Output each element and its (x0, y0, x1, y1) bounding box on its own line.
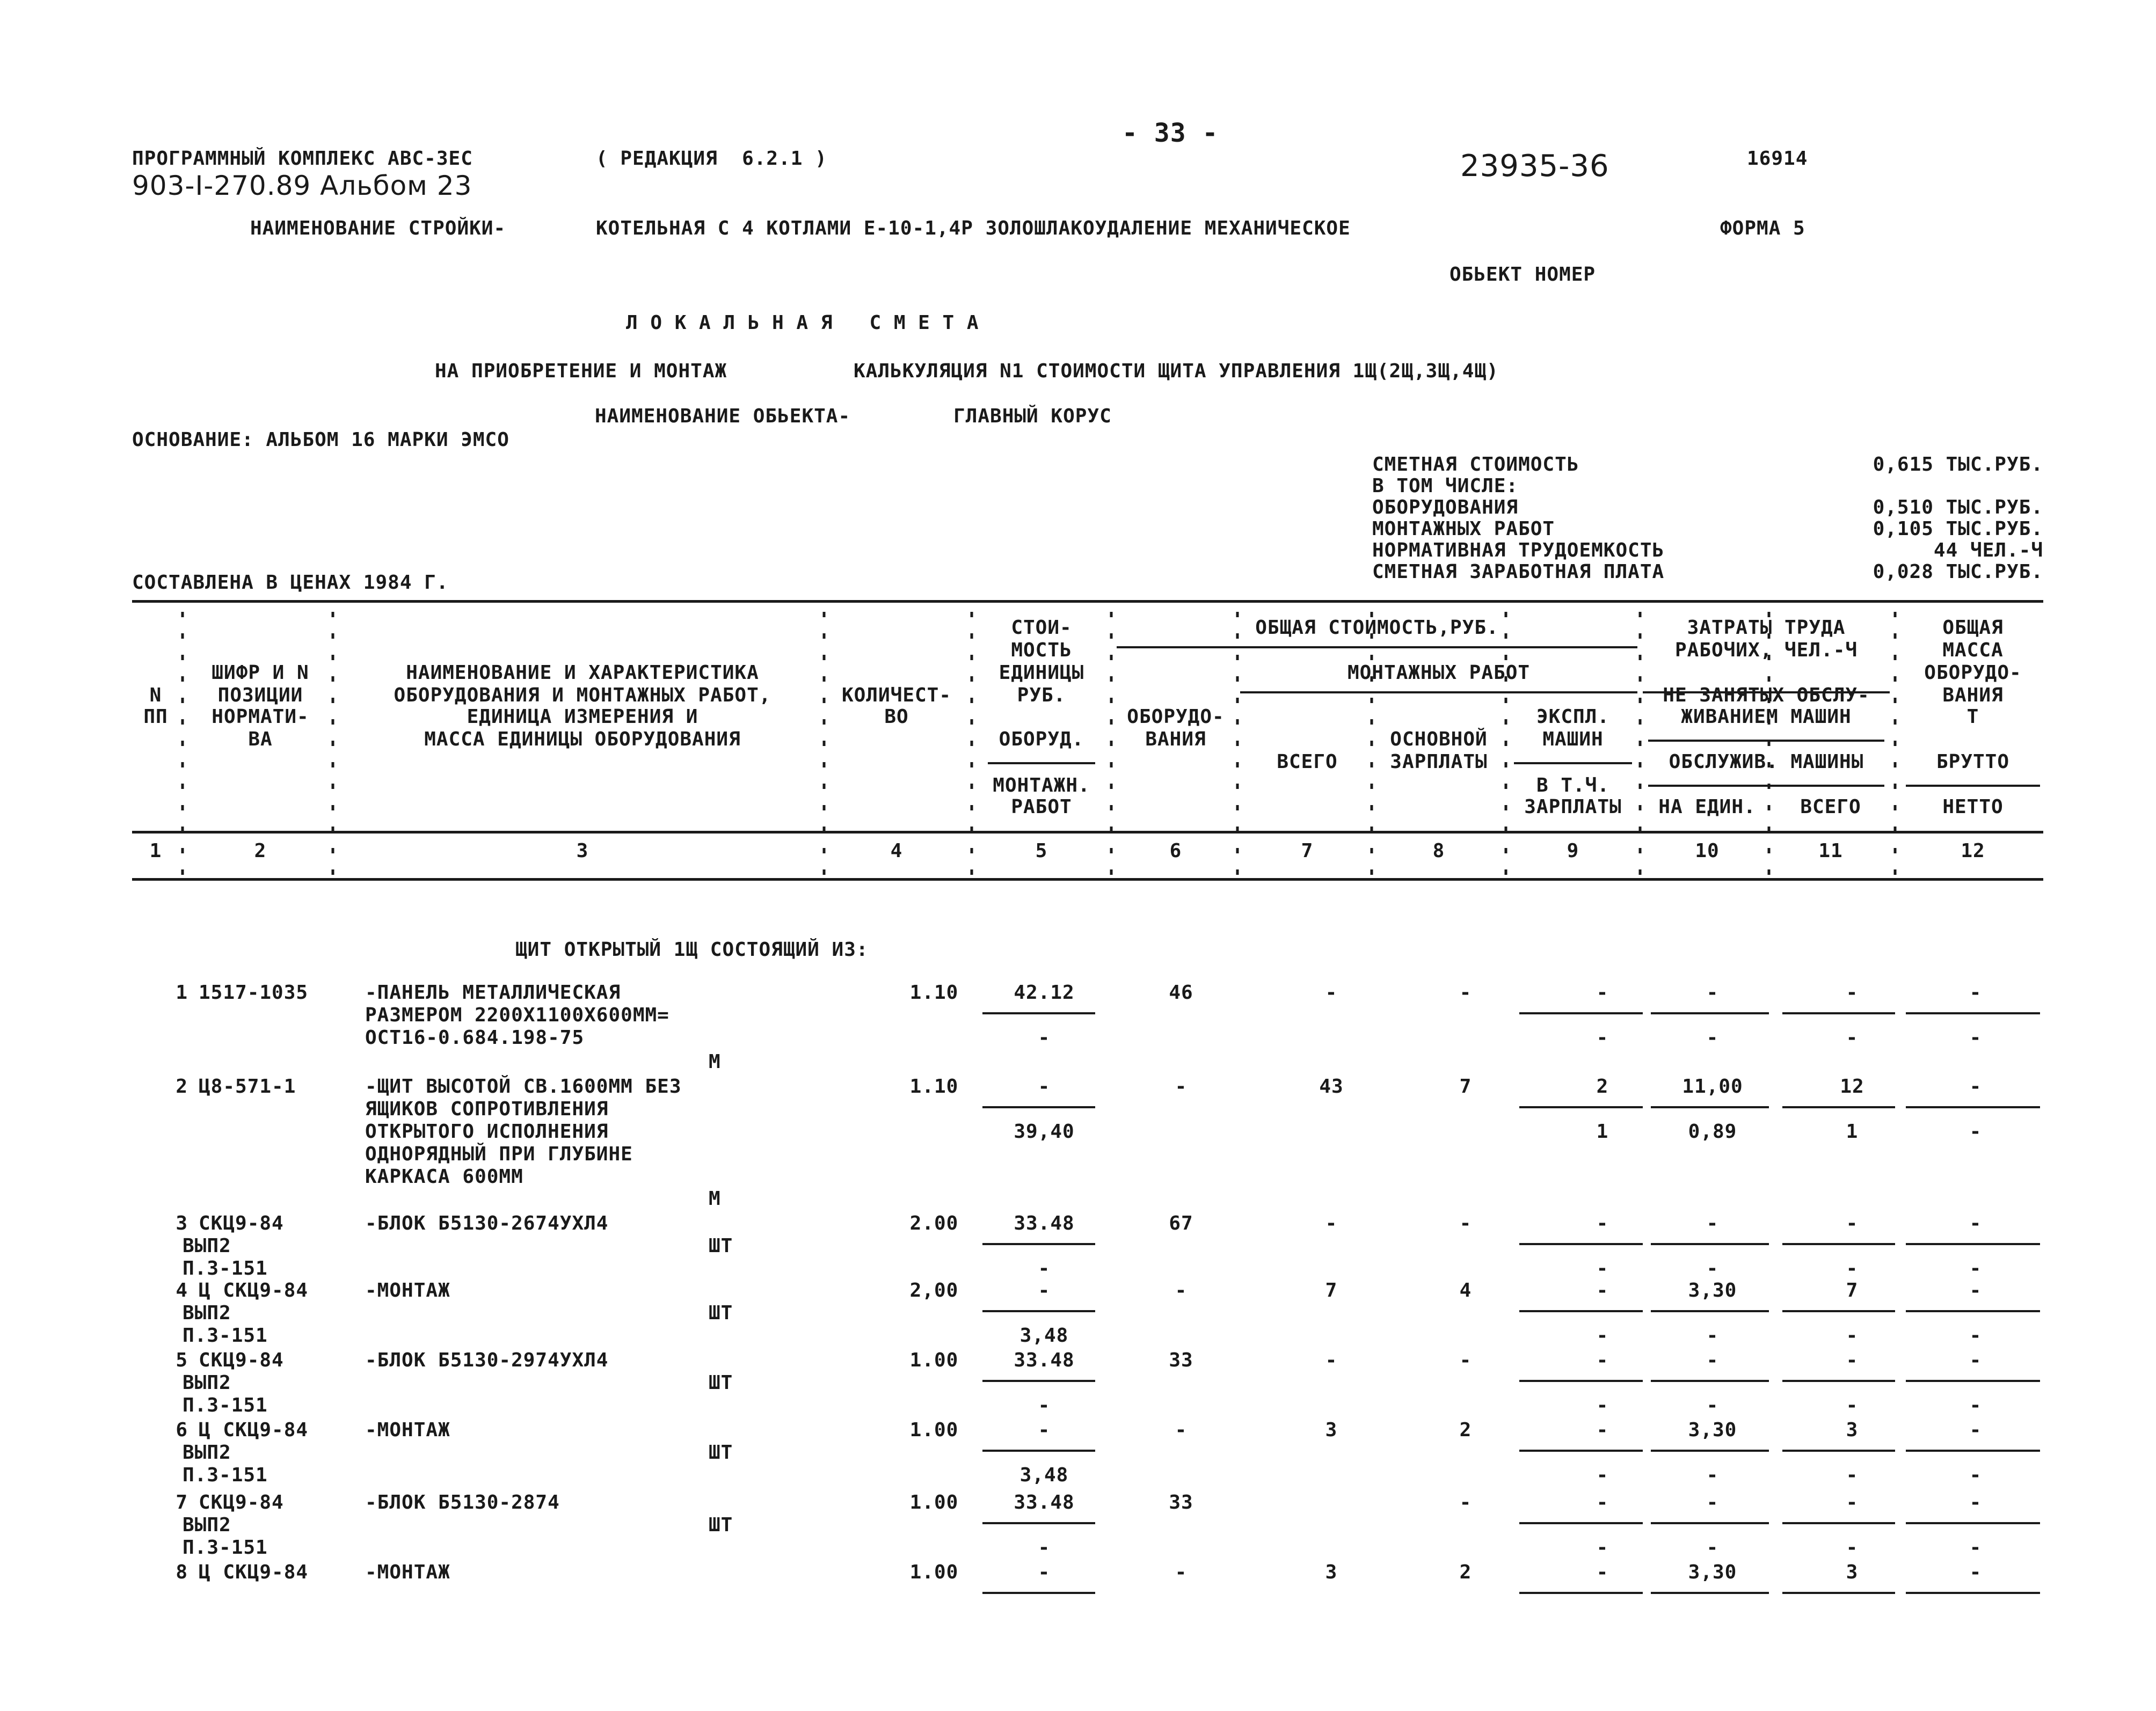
col-mass-header: ОБЩАЯ (1942, 617, 2004, 639)
col-number: 8 (1432, 840, 1445, 862)
row-unit: ШТ (709, 1235, 733, 1257)
row-unit-equipment: - (1038, 1279, 1051, 1301)
subtitle-right: КАЛЬКУЛЯЦИЯ N1 СТОИМОСТИ ЩИТА УПРАВЛЕНИЯ 1Щ(2Щ,3Щ,4Щ) (854, 360, 1499, 382)
row-unit-installation: - (1038, 1394, 1051, 1416)
row-installation-total: 43 (1319, 1076, 1344, 1098)
value-divider (982, 1380, 1095, 1382)
row-mass-net: - (1969, 1027, 1982, 1049)
row-code-extra: ВЫП2 (183, 1302, 231, 1324)
row-mass-gross: - (1969, 1349, 1982, 1371)
row-equipment-total: 46 (1169, 982, 1193, 1004)
col-labor-unit-header: НА ЕДИН. (1658, 796, 1756, 818)
row-equipment-total: 33 (1169, 1491, 1193, 1513)
row-unit-equipment: 33.48 (1014, 1212, 1075, 1234)
row-mass-gross: - (1969, 982, 1982, 1004)
row-installation-total: 3 (1325, 1419, 1338, 1441)
labor-group-header: ЗАТРАТЫ ТРУДА (1687, 617, 1846, 639)
row-unit: М (709, 1188, 721, 1210)
row-labor-unit: 3,30 (1688, 1419, 1737, 1441)
col-name-header: МАССА ЕДИНИЦЫ ОБОРУДОВАНИЯ (424, 728, 741, 750)
row-unit: ШТ (709, 1372, 733, 1394)
row-labor-total: 12 (1840, 1076, 1864, 1098)
row-code: Ц СКЦ9-84 (199, 1419, 309, 1441)
col-code-header: ПОЗИЦИИ (217, 684, 303, 706)
labor-sub-header: ЖИВАНИЕМ МАШИН (1681, 706, 1852, 728)
row-labor-total-machines: - (1846, 1257, 1859, 1279)
value-divider (1519, 1012, 1643, 1014)
row-base-wage: 2 (1459, 1561, 1472, 1583)
value-divider (982, 1243, 1095, 1245)
col-n-header: ПП (143, 706, 168, 728)
value-divider (1519, 1310, 1643, 1312)
row-labor-unit-machines: - (1706, 1027, 1719, 1049)
row-code-extra: П.3-151 (183, 1394, 268, 1416)
row-base-wage: - (1459, 1491, 1472, 1513)
col-qty-header: ВО (884, 706, 909, 728)
col-number: 10 (1695, 840, 1720, 862)
col-n-header: N (149, 684, 162, 706)
col-base-wage-header: ОСНОВНОЙ (1390, 728, 1488, 750)
summary-label: В ТОМ ЧИСЛЕ: (1372, 475, 1519, 497)
labor-group-header: РАБОЧИХ, ЧЕЛ.-Ч (1674, 639, 1858, 661)
col-code-header: НОРМАТИ- (212, 706, 309, 728)
value-divider (1651, 1380, 1769, 1382)
construction-label: НАИМЕНОВАНИЕ СТРОЙКИ- (250, 217, 506, 239)
row-equipment-total: 67 (1169, 1212, 1193, 1234)
row-mass-net: - (1969, 1257, 1982, 1279)
row-machines: - (1596, 1419, 1609, 1441)
row-labor-total: - (1846, 1212, 1859, 1234)
row-equipment-total: - (1175, 1279, 1188, 1301)
row-mass-net: - (1969, 1537, 1982, 1559)
col-number: 4 (890, 840, 903, 862)
value-divider (1906, 1012, 2040, 1014)
row-unit-equipment: - (1038, 1561, 1051, 1583)
row-labor-total-machines: - (1846, 1537, 1859, 1559)
row-machines-wage: - (1596, 1257, 1609, 1279)
construction-name: КОТЕЛЬНАЯ С 4 КОТЛАМИ Е-10-1,4Р ЗОЛОШЛАКОУДАЛЕНИЕ МЕХАНИЧЕСКОЕ (596, 217, 1351, 239)
row-labor-unit: - (1706, 982, 1719, 1004)
value-divider (1519, 1106, 1643, 1108)
col-number: 7 (1301, 840, 1314, 862)
value-divider (982, 1106, 1095, 1108)
summary-label: ОБОРУДОВАНИЯ (1372, 496, 1519, 518)
col-total-header: ВСЕГО (1277, 751, 1338, 773)
col-unit-cost-header: ОБОРУД. (999, 728, 1084, 750)
row-description: -БЛОК Б5130-2974УХЛ4 (365, 1349, 609, 1371)
row-installation-total: 3 (1325, 1561, 1338, 1583)
row-quantity: 2.00 (909, 1212, 959, 1234)
col-number: 1 (149, 840, 162, 862)
program-name: ПРОГРАММНЫЙ КОМПЛЕКС АВС-3ЕС (132, 148, 473, 170)
row-description: РАЗМЕРОМ 2200Х1100Х600ММ= (365, 1004, 669, 1026)
row-labor-total: - (1846, 1349, 1859, 1371)
col-number: 6 (1169, 840, 1182, 862)
row-labor-total-machines: 1 (1846, 1121, 1859, 1143)
value-divider (1906, 1592, 2040, 1594)
row-labor-total-machines: - (1846, 1394, 1859, 1416)
row-machines: - (1596, 1279, 1609, 1301)
row-machines: - (1596, 1212, 1609, 1234)
object-label: НАИМЕНОВАНИЕ ОБЬЕКТА- (595, 405, 851, 427)
col-mass-header: НЕТТО (1942, 796, 2004, 818)
total-cost-group-header: ОБЩАЯ СТОИМОСТЬ,РУБ. (1255, 617, 1499, 639)
row-mass-gross: - (1969, 1279, 1982, 1301)
value-divider (982, 1450, 1095, 1452)
row-equipment-total: 33 (1169, 1349, 1193, 1371)
value-divider (1906, 1450, 2040, 1452)
summary-label: СМЕТНАЯ СТОИМОСТЬ (1372, 454, 1579, 476)
handwritten-code: 23935-36 (1460, 149, 1609, 184)
row-unit-equipment: 42.12 (1014, 982, 1075, 1004)
row-installation-total: - (1325, 1212, 1338, 1234)
row-code-extra: ВЫП2 (183, 1442, 231, 1464)
row-equipment-total: - (1175, 1419, 1188, 1441)
row-machines: - (1596, 982, 1609, 1004)
row-mass-gross: - (1969, 1076, 1982, 1098)
col-name-header: ЕДИНИЦА ИЗМЕРЕНИЯ И (467, 706, 698, 728)
row-labor-total-machines: - (1846, 1325, 1859, 1347)
row-number: 7 (176, 1491, 188, 1513)
row-base-wage: 4 (1459, 1279, 1472, 1301)
col-number: 3 (576, 840, 589, 862)
col-mass-header: БРУТТО (1936, 751, 2010, 773)
col-mass-header: ОБОРУДО- (1924, 662, 2022, 684)
col-qty-header: КОЛИЧЕСТ- (841, 684, 952, 706)
col-unit-cost-header: МОСТЬ (1011, 639, 1072, 661)
row-number: 5 (176, 1349, 188, 1371)
row-description: -БЛОК Б5130-2874 (365, 1491, 560, 1513)
row-labor-unit: 3,30 (1688, 1561, 1737, 1583)
row-labor-total: 7 (1846, 1279, 1859, 1301)
row-description: -МОНТАЖ (365, 1561, 450, 1583)
row-mass-net: - (1969, 1325, 1982, 1347)
row-labor-total: - (1846, 982, 1859, 1004)
row-labor-total: 3 (1846, 1419, 1859, 1441)
value-divider (1519, 1450, 1643, 1452)
col-unit-cost-header: ЕДИНИЦЫ (999, 662, 1084, 684)
row-labor-total-machines: - (1846, 1027, 1859, 1049)
row-installation-total: 7 (1325, 1279, 1338, 1301)
row-code-extra: ВЫП2 (183, 1235, 231, 1257)
row-machines: - (1596, 1349, 1609, 1371)
doc-number: 16914 (1747, 148, 1808, 170)
col-number: 9 (1567, 840, 1579, 862)
row-code-extra: П.3-151 (183, 1537, 268, 1559)
row-unit-installation: - (1038, 1027, 1051, 1049)
value-divider (1782, 1243, 1895, 1245)
row-number: 3 (176, 1212, 188, 1234)
summary-label: МОНТАЖНЫХ РАБОТ (1372, 518, 1555, 540)
col-code-header: ВА (248, 728, 273, 750)
value-divider (1906, 1380, 2040, 1382)
compiled-prices: СОСТАВЛЕНА В ЦЕНАХ 1984 Г. (132, 572, 449, 594)
row-unit: ШТ (709, 1302, 733, 1324)
row-base-wage: - (1459, 1212, 1472, 1234)
col-mass-header: ВАНИЯ (1942, 684, 2004, 706)
col-mass-header: МАССА (1942, 639, 2004, 661)
row-description: -ПАНЕЛЬ МЕТАЛЛИЧЕСКАЯ (365, 982, 621, 1004)
row-mass-net: - (1969, 1464, 1982, 1486)
col-unit-cost-header: СТОИ- (1011, 617, 1072, 639)
row-unit-equipment: - (1038, 1076, 1051, 1098)
row-base-wage: 7 (1459, 1076, 1472, 1098)
row-description: ЯЩИКОВ СОПРОТИВЛЕНИЯ (365, 1098, 609, 1120)
col-number: 11 (1818, 840, 1843, 862)
col-unit-cost-header: РАБОТ (1011, 796, 1072, 818)
row-code: СКЦ9-84 (199, 1491, 284, 1513)
summary-value: 0,615 ТЫС.РУБ. (1873, 454, 2043, 476)
value-divider (982, 1310, 1095, 1312)
row-labor-unit-machines: - (1706, 1257, 1719, 1279)
row-unit: ШТ (709, 1514, 733, 1536)
value-divider (982, 1592, 1095, 1594)
row-unit: ШТ (709, 1442, 733, 1464)
row-mass-gross: - (1969, 1491, 1982, 1513)
row-machines-wage: - (1596, 1537, 1609, 1559)
row-labor-unit: 11,00 (1682, 1076, 1743, 1098)
revision: ( РЕДАКЦИЯ 6.2.1 ) (596, 148, 827, 170)
col-base-wage-header: ЗАРПЛАТЫ (1390, 751, 1488, 773)
labor-sub-header: ОБСЛУЖИВ. МАШИНЫ (1669, 751, 1864, 773)
row-code: Ц СКЦ9-84 (199, 1279, 309, 1301)
row-labor-unit-machines: 0,89 (1688, 1121, 1737, 1143)
row-machines-wage: - (1596, 1027, 1609, 1049)
col-machines-header: ЗАРПЛАТЫ (1524, 796, 1622, 818)
row-machines-wage: - (1596, 1464, 1609, 1486)
col-unit-cost-header: РУБ. (1017, 684, 1066, 706)
row-code-extra: ВЫП2 (183, 1514, 231, 1536)
value-divider (1782, 1522, 1895, 1524)
col-equip-header: ВАНИЯ (1145, 728, 1206, 750)
object-name: ГЛАВНЫЙ КОРУС (953, 405, 1112, 427)
col-mass-header: Т (1966, 706, 1979, 728)
row-unit-installation: 3,48 (1019, 1325, 1069, 1347)
row-quantity: 1.00 (909, 1419, 959, 1441)
summary-value: 44 ЧЕЛ.-Ч (1933, 539, 2043, 561)
summary-value: 0,510 ТЫС.РУБ. (1873, 496, 2043, 518)
row-labor-unit: - (1706, 1491, 1719, 1513)
row-unit-equipment: 33.48 (1014, 1349, 1075, 1371)
col-labor-total-header: ВСЕГО (1800, 796, 1861, 818)
row-description: КАРКАСА 600ММ (365, 1166, 523, 1188)
row-description: -БЛОК Б5130-2674УХЛ4 (365, 1212, 609, 1234)
row-number: 6 (176, 1419, 188, 1441)
row-code: Ц СКЦ9-84 (199, 1561, 309, 1583)
col-machines-header: В Т.Ч. (1536, 774, 1610, 796)
col-machines-header: ЭКСПЛ. (1536, 706, 1610, 728)
row-description: ОТКРЫТОГО ИСПОЛНЕНИЯ (365, 1121, 609, 1143)
row-base-wage: - (1459, 1349, 1472, 1371)
row-unit-installation: 3,48 (1019, 1464, 1069, 1486)
value-divider (1782, 1106, 1895, 1108)
row-code: Ц8-571-1 (199, 1076, 296, 1098)
value-divider (982, 1012, 1095, 1014)
row-code: СКЦ9-84 (199, 1349, 284, 1371)
row-machines-wage: - (1596, 1394, 1609, 1416)
row-mass-gross: - (1969, 1212, 1982, 1234)
value-divider (1519, 1243, 1643, 1245)
row-number: 4 (176, 1279, 188, 1301)
col-code-header: ШИФР И N (212, 662, 309, 684)
row-code-extra: П.3-151 (183, 1257, 268, 1279)
row-installation-total: - (1325, 982, 1338, 1004)
row-unit-equipment: 33.48 (1014, 1491, 1075, 1513)
col-number: 5 (1035, 840, 1048, 862)
row-labor-unit-machines: - (1706, 1537, 1719, 1559)
row-code-extra: П.3-151 (183, 1325, 268, 1347)
row-labor-total-machines: - (1846, 1464, 1859, 1486)
object-number: ОБЬЕКТ НОМЕР (1450, 264, 1596, 286)
row-labor-total: - (1846, 1491, 1859, 1513)
col-number: 12 (1961, 840, 1985, 862)
document-title: Л О К А Л Ь Н А Я С М Е Т А (626, 312, 979, 334)
value-divider (1519, 1522, 1643, 1524)
row-number: 1 (176, 982, 188, 1004)
col-unit-cost-header: МОНТАЖН. (993, 774, 1090, 796)
row-labor-unit: 3,30 (1688, 1279, 1737, 1301)
row-labor-unit: - (1706, 1212, 1719, 1234)
value-divider (1782, 1012, 1895, 1014)
row-quantity: 2,00 (909, 1279, 959, 1301)
row-unit: М (709, 1051, 721, 1073)
row-code: СКЦ9-84 (199, 1212, 284, 1234)
row-unit-installation: 39,40 (1014, 1121, 1075, 1143)
value-divider (1906, 1310, 2040, 1312)
row-unit-installation: - (1038, 1257, 1051, 1279)
mont-group-header: МОНТАЖНЫХ РАБОТ (1347, 662, 1531, 684)
row-unit-equipment: - (1038, 1419, 1051, 1441)
row-code-extra: ВЫП2 (183, 1372, 231, 1394)
summary-label: СМЕТНАЯ ЗАРАБОТНАЯ ПЛАТА (1372, 561, 1665, 583)
row-machines-wage: - (1596, 1325, 1609, 1347)
labor-sub-header: НЕ ЗАНЯТЫХ ОБСЛУ- (1663, 684, 1870, 706)
row-quantity: 1.10 (909, 982, 959, 1004)
row-code-extra: П.3-151 (183, 1464, 268, 1486)
value-divider (1906, 1243, 2040, 1245)
col-name-header: ОБОРУДОВАНИЯ И МОНТАЖНЫХ РАБОТ, (394, 684, 771, 706)
row-mass-gross: - (1969, 1419, 1982, 1441)
col-machines-header: МАШИН (1542, 728, 1604, 750)
row-labor-total: 3 (1846, 1561, 1859, 1583)
value-divider (1519, 1380, 1643, 1382)
col-number: 2 (254, 840, 267, 862)
col-name-header: НАИМЕНОВАНИЕ И ХАРАКТЕРИСТИКА (406, 662, 759, 684)
row-machines-wage: 1 (1596, 1121, 1609, 1143)
row-mass-gross: - (1969, 1561, 1982, 1583)
row-equipment-total: - (1175, 1561, 1188, 1583)
album-reference: 903-I-270.89 Альбом 23 (132, 170, 472, 201)
value-divider (1906, 1106, 2040, 1108)
value-divider (1651, 1592, 1769, 1594)
row-unit-installation: - (1038, 1537, 1051, 1559)
value-divider (1782, 1450, 1895, 1452)
row-mass-net: - (1969, 1394, 1982, 1416)
col-equip-header: ОБОРУДО- (1127, 706, 1225, 728)
row-installation-total: - (1325, 1349, 1338, 1371)
value-divider (1651, 1310, 1769, 1312)
row-equipment-total: - (1175, 1076, 1188, 1098)
row-quantity: 1.00 (909, 1491, 959, 1513)
value-divider (1651, 1243, 1769, 1245)
value-divider (1519, 1592, 1643, 1594)
row-description: -МОНТАЖ (365, 1279, 450, 1301)
page-number: - 33 - (1122, 118, 1219, 148)
row-labor-unit: - (1706, 1349, 1719, 1371)
row-description: ОДНОРЯДНЫЙ ПРИ ГЛУБИНЕ (365, 1143, 633, 1165)
row-machines: - (1596, 1491, 1609, 1513)
subtitle-left: НА ПРИОБРЕТЕНИЕ И МОНТАЖ (435, 360, 727, 382)
section-title: ЩИТ ОТКРЫТЫЙ 1Щ СОСТОЯЩИЙ ИЗ: (515, 939, 869, 961)
summary-value: 0,105 ТЫС.РУБ. (1873, 518, 2043, 540)
value-divider (1782, 1380, 1895, 1382)
row-mass-net: - (1969, 1121, 1982, 1143)
value-divider (1782, 1592, 1895, 1594)
row-machines: - (1596, 1561, 1609, 1583)
row-quantity: 1.10 (909, 1076, 959, 1098)
row-quantity: 1.00 (909, 1349, 959, 1371)
value-divider (1782, 1310, 1895, 1312)
value-divider (982, 1522, 1095, 1524)
summary-label: НОРМАТИВНАЯ ТРУДОЕМКОСТЬ (1372, 539, 1665, 561)
value-divider (1906, 1522, 2040, 1524)
row-number: 8 (176, 1561, 188, 1583)
value-divider (1651, 1522, 1769, 1524)
row-base-wage: 2 (1459, 1419, 1472, 1441)
row-code: 1517-1035 (199, 982, 309, 1004)
row-base-wage: - (1459, 982, 1472, 1004)
row-labor-unit-machines: - (1706, 1394, 1719, 1416)
row-description: -ЩИТ ВЫСОТОЙ СВ.1600ММ БЕЗ (365, 1076, 682, 1098)
row-description: ОСТ16-0.684.198-75 (365, 1027, 585, 1049)
basis: ОСНОВАНИЕ: АЛЬБОМ 16 МАРКИ ЭМСО (132, 429, 509, 451)
row-quantity: 1.00 (909, 1561, 959, 1583)
form-number: ФОРМА 5 (1720, 217, 1805, 239)
row-number: 2 (176, 1076, 188, 1098)
value-divider (1651, 1012, 1769, 1014)
row-labor-unit-machines: - (1706, 1464, 1719, 1486)
value-divider (1651, 1106, 1769, 1108)
summary-value: 0,028 ТЫС.РУБ. (1873, 561, 2043, 583)
row-machines: 2 (1596, 1076, 1609, 1098)
value-divider (1651, 1450, 1769, 1452)
row-description: -МОНТАЖ (365, 1419, 450, 1441)
row-labor-unit-machines: - (1706, 1325, 1719, 1347)
